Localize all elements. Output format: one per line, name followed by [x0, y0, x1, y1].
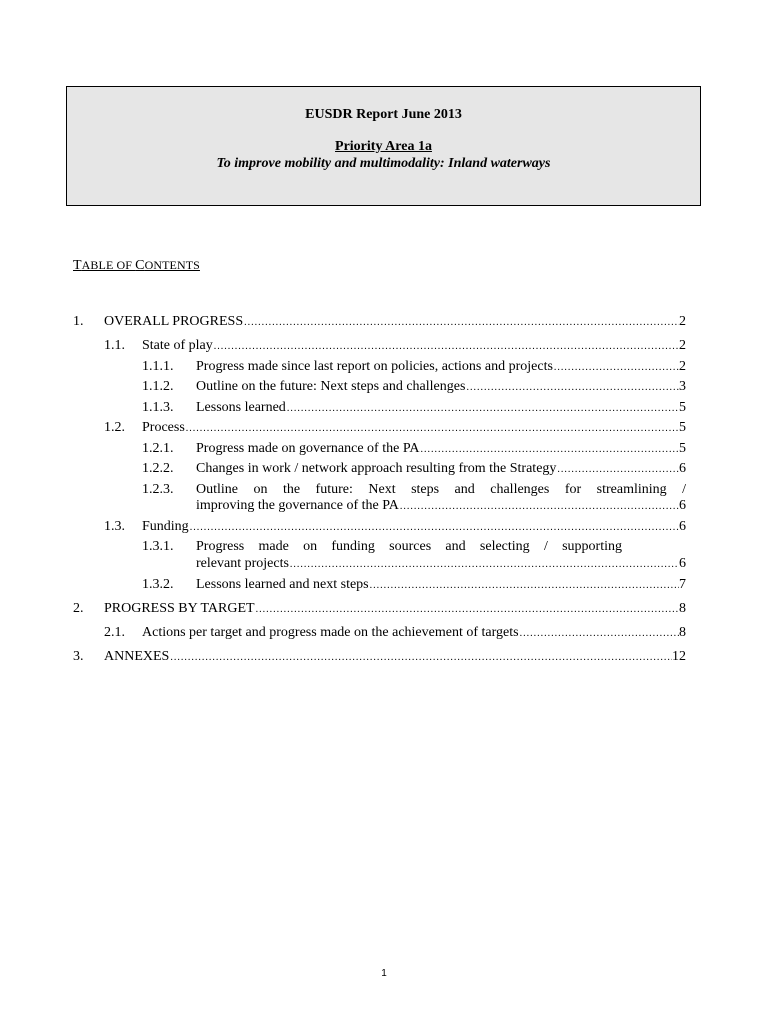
toc-leader-dots [186, 420, 679, 438]
toc-number: 1.3. [104, 519, 125, 534]
toc-entry-label: Progress made since last report on policies, actions and projects [196, 359, 553, 374]
toc-entry-funding[interactable] [142, 518, 686, 536]
toc-entry-label: State of play [142, 338, 213, 353]
toc-leader-dots [244, 314, 679, 332]
priority-area-subtitle: To improve mobility and multimodality: Inland waterways [216, 156, 551, 171]
toc-page-number: 6 [679, 556, 686, 571]
toc-entry-progress-made-since-last-report[interactable] [196, 358, 686, 376]
toc-entry-progress-by-target[interactable] [104, 600, 686, 618]
toc-page-number: 2 [679, 359, 686, 374]
toc-leader-dots [287, 400, 679, 418]
toc-page-number: 2 [679, 314, 686, 329]
toc-page-number: 7 [679, 577, 686, 592]
toc-leader-dots [554, 359, 679, 377]
toc-leader-dots [170, 649, 672, 667]
toc-number: 2.1. [104, 625, 125, 640]
toc-number: 3. [73, 649, 84, 664]
toc-entry-actions-per-target[interactable] [142, 624, 686, 642]
toc-entry-lessons-learned-and-next-steps[interactable] [196, 576, 686, 594]
toc-number: 1.2.2. [142, 461, 174, 476]
toc-entry-outline-on-the-future[interactable] [196, 378, 686, 396]
toc-entry-progress-made-on-funding-sources[interactable] [196, 555, 686, 573]
toc-entry-process[interactable] [142, 419, 686, 437]
toc-entry-label-line1[interactable]: Progress made on funding sources and selecting / supporting [196, 539, 622, 554]
toc-page-number: 5 [679, 400, 686, 415]
toc-entry-label: Lessons learned [196, 400, 286, 415]
toc-number: 1.1.1. [142, 359, 174, 374]
toc-entry-label: Process [142, 420, 185, 435]
toc-entry-label: Funding [142, 519, 189, 534]
toc-entry-lessons-learned[interactable] [196, 399, 686, 417]
toc-leader-dots [214, 338, 679, 356]
toc-entry-label-line2: improving the governance of the PA [196, 498, 399, 513]
toc-entry-label: PROGRESS BY TARGET [104, 601, 255, 616]
toc-page-number: 6 [679, 519, 686, 534]
toc-number: 1.2.3. [142, 482, 174, 497]
toc-entry-label-line2: relevant projects [196, 556, 289, 571]
toc-number: 1.1.2. [142, 379, 174, 394]
toc-entry-label: Changes in work / network approach resulting from the Strategy [196, 461, 557, 476]
footer-page-number: 1 [381, 968, 387, 979]
toc-entry-label: Outline on the future: Next steps and challenges [196, 379, 466, 394]
report-header-box [66, 86, 701, 206]
toc-leader-dots [370, 577, 679, 595]
toc-number: 1.3.1. [142, 539, 174, 554]
toc-page-number: 8 [679, 601, 686, 616]
toc-number: 2. [73, 601, 84, 616]
toc-page-number: 6 [679, 498, 686, 513]
toc-entry-changes-in-work-network-approach[interactable] [196, 460, 686, 478]
toc-number: 1.1. [104, 338, 125, 353]
toc-entry-progress-made-on-governance[interactable] [196, 440, 686, 458]
toc-number: 1.3.2. [142, 577, 174, 592]
toc-entry-label: Progress made on governance of the PA [196, 441, 420, 456]
toc-leader-dots [420, 441, 679, 459]
report-title: EUSDR Report June 2013 [305, 107, 462, 122]
toc-entry-label: ANNEXES [104, 649, 170, 664]
toc-leader-dots [290, 556, 679, 574]
toc-entry-label: OVERALL PROGRESS [104, 314, 244, 329]
toc-page-number: 5 [679, 420, 686, 435]
toc-page-number: 2 [679, 338, 686, 353]
toc-entry-annexes[interactable] [104, 648, 686, 666]
toc-entry-outline-streamlining-governance[interactable] [196, 497, 686, 515]
toc-number: 1. [73, 314, 84, 329]
toc-page-number: 5 [679, 441, 686, 456]
toc-leader-dots [190, 519, 679, 537]
toc-entry-label: Actions per target and progress made on the achievement of targets [142, 625, 519, 640]
toc-entry-label: Lessons learned and next steps [196, 577, 369, 592]
toc-number: 1.2. [104, 420, 125, 435]
toc-entry-label-line1[interactable]: Outline on the future: Next steps and challenges for streamlining / [196, 482, 686, 497]
table-of-contents-heading: TABLE OF CONTENTS [73, 258, 200, 273]
toc-page-number: 12 [672, 649, 686, 664]
priority-area-title: Priority Area 1a [335, 139, 432, 154]
toc-leader-dots [400, 498, 679, 516]
toc-entry-overall-progress[interactable] [104, 313, 686, 331]
toc-leader-dots [466, 379, 679, 397]
toc-number: 1.2.1. [142, 441, 174, 456]
toc-entry-state-of-play[interactable] [142, 337, 686, 355]
toc-leader-dots [256, 601, 679, 619]
toc-leader-dots [520, 625, 679, 643]
toc-page-number: 8 [679, 625, 686, 640]
toc-page-number: 3 [679, 379, 686, 394]
toc-leader-dots [557, 461, 679, 479]
toc-page-number: 6 [679, 461, 686, 476]
toc-number: 1.1.3. [142, 400, 174, 415]
